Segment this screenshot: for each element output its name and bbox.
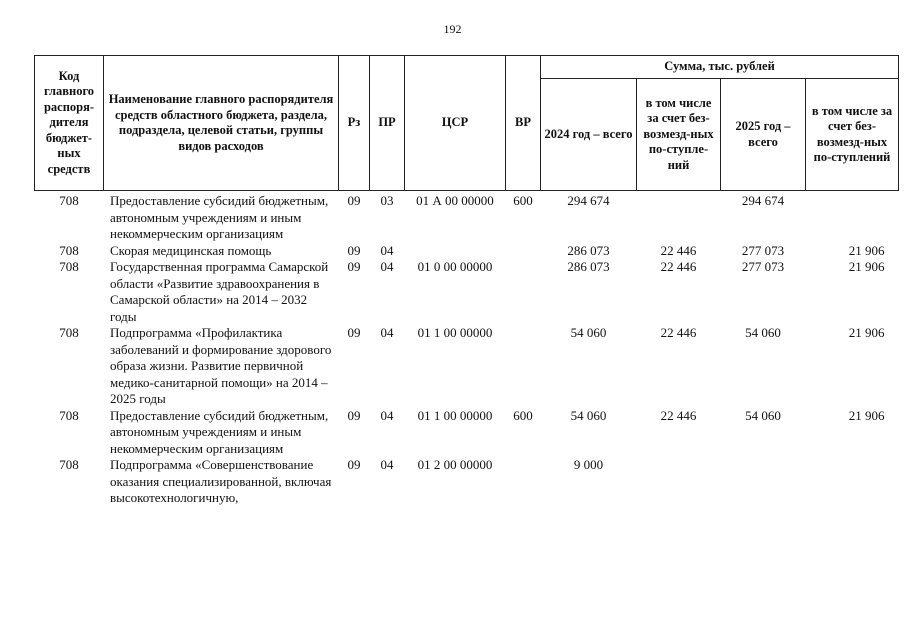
cell-2024-free: 22 446 <box>660 242 697 258</box>
header-2025-free: в том числе за счет без-возмезд-ных по-ступлений <box>806 79 899 191</box>
header-rz: Рз <box>339 56 370 191</box>
cell-rz: 09 <box>347 325 361 340</box>
cell-2025-free <box>806 457 899 507</box>
cell-pr: 04 <box>380 242 394 258</box>
cell-rz: 09 <box>347 193 361 208</box>
table-row <box>35 457 899 507</box>
cell-vr <box>506 325 541 408</box>
cell-code: 708 <box>59 407 79 423</box>
cell-2025-total: 54 060 <box>745 407 781 423</box>
cell-2025-total <box>721 457 806 507</box>
table-body <box>35 191 899 507</box>
cell-2024-total: 286 073 <box>567 242 610 258</box>
cell-csr: 01 1 00 00000 <box>417 407 493 423</box>
cell-code: 708 <box>59 457 79 472</box>
cell-name: Государственная программа Самарской области «Развитие здравоохранения в Самарской области» на 2014 – 2032 годы <box>110 259 329 324</box>
cell-rz: 09 <box>347 457 361 472</box>
cell-vr <box>506 457 541 507</box>
cell-name: Предоставление субсидий бюджетным, автономным учреждениям и иным некоммерческим организациям <box>110 407 329 456</box>
cell-pr: 03 <box>380 193 394 208</box>
cell-name: Скорая медицинская помощь <box>110 242 272 258</box>
cell-2024-total: 286 073 <box>567 259 610 274</box>
cell-vr: 600 <box>513 193 533 208</box>
header-sum-group: Сумма, тыс. рублей <box>541 56 899 79</box>
cell-2025-total: 54 060 <box>745 325 781 340</box>
table-row <box>35 191 899 243</box>
header-2025-total: 2025 год – всего <box>721 79 806 191</box>
cell-2024-free: 22 446 <box>660 325 697 340</box>
cell-2025-total: 277 073 <box>741 259 785 274</box>
cell-2024-total: 9 000 <box>573 457 604 472</box>
table-row <box>35 325 899 408</box>
cell-name: Предоставление субсидий бюджетным, автономным учреждениям и иным некоммерческим организациям <box>110 193 329 241</box>
cell-2024-free: 22 446 <box>660 407 697 423</box>
budget-table <box>34 55 899 507</box>
cell-csr <box>405 243 506 260</box>
cell-code: 708 <box>59 259 79 274</box>
cell-2024-total: 54 060 <box>570 325 607 340</box>
cell-2024-free <box>637 191 721 243</box>
cell-code: 708 <box>59 325 79 340</box>
header-name: Наименование главного распорядителя средств областного бюджета, раздела, подраздела, целевой статьи, группы видов расходов <box>104 56 339 191</box>
header-pr: ПР <box>370 56 405 191</box>
cell-2025-total: 277 073 <box>741 242 785 258</box>
cell-csr: 01 2 00 00000 <box>417 457 493 472</box>
table-row <box>35 243 899 260</box>
cell-pr: 04 <box>380 457 394 472</box>
cell-code: 708 <box>59 193 79 208</box>
cell-2025-free: 21 906 <box>848 325 885 340</box>
cell-2024-free: 22 446 <box>660 259 697 274</box>
header-code: Код главного распоря-дителя бюджет-ных средств <box>35 56 104 191</box>
cell-vr <box>506 243 541 260</box>
cell-2025-free: 21 906 <box>848 407 885 423</box>
cell-2025-free <box>806 191 899 243</box>
cell-csr: 01 0 00 00000 <box>417 259 493 274</box>
cell-2024-total: 294 674 <box>567 193 610 208</box>
cell-vr <box>506 259 541 325</box>
table-row <box>35 408 899 458</box>
cell-name: Подпрограмма «Профилактика заболеваний и формирование здорового образа жизни. Развитие первичной медико-санитарной помощи» на 2014 – 2025 годы <box>110 325 332 406</box>
page-number: 192 <box>443 22 462 36</box>
cell-csr: 01 А 00 00000 <box>416 193 494 208</box>
cell-rz: 09 <box>347 242 361 258</box>
cell-pr: 04 <box>380 259 394 274</box>
cell-pr: 04 <box>380 325 394 340</box>
header-vr: ВР <box>506 56 541 191</box>
table-row <box>35 259 899 325</box>
header-2024-total: 2024 год – всего <box>541 79 637 191</box>
cell-name: Подпрограмма «Совершенствование оказания специализированной, включая высокотехнологичную, <box>110 457 332 505</box>
cell-2024-free <box>637 457 721 507</box>
cell-pr: 04 <box>380 407 394 423</box>
cell-2025-total: 294 674 <box>741 193 785 208</box>
cell-vr: 600 <box>513 407 533 423</box>
header-2024-free: в том числе за счет без-возмезд-ных по-ступле-ний <box>637 79 721 191</box>
header-csr: ЦСР <box>405 56 506 191</box>
cell-rz: 09 <box>347 407 361 423</box>
cell-2024-total: 54 060 <box>570 407 607 423</box>
cell-rz: 09 <box>347 259 361 274</box>
cell-2025-free: 21 906 <box>848 259 885 274</box>
cell-code: 708 <box>59 242 79 258</box>
cell-2025-free: 21 906 <box>848 242 885 258</box>
cell-csr: 01 1 00 00000 <box>417 325 493 340</box>
